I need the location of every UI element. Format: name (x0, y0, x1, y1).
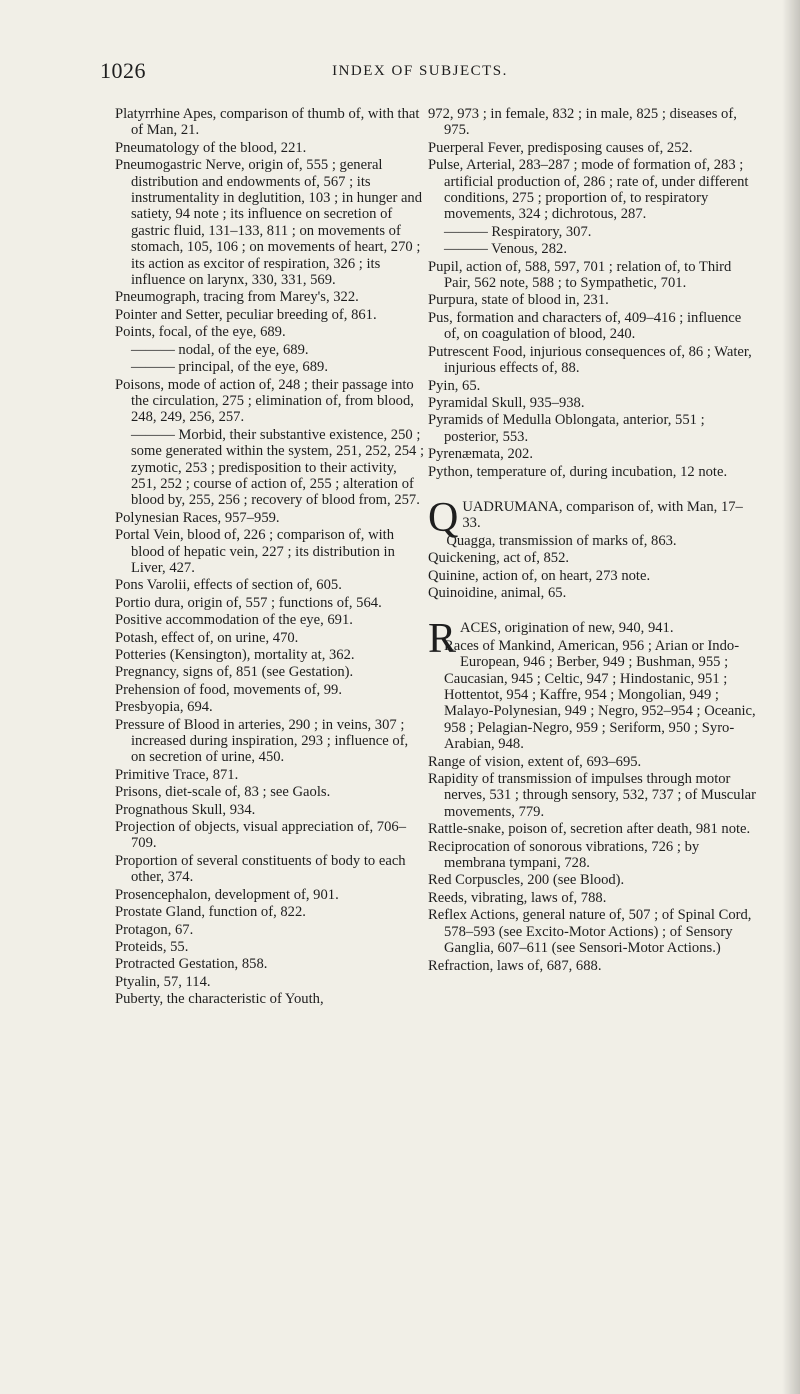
index-entry: ——— Respiratory, 307. (444, 223, 592, 240)
index-entry: Prosencephalon, development of, 901. (115, 886, 339, 903)
index-entry: Putrescent Food, injurious consequences of, 86 ; Water, injurious effects of, 88. (428, 343, 752, 377)
index-entry: Presbyopia, 694. (115, 699, 213, 716)
index-entry: Positive accommodation of the eye, 691. (115, 612, 353, 629)
index-entry: 972, 973 ; in female, 832 ; in male, 825 ; diseases of, 975. (428, 106, 737, 139)
index-entry: Pregnancy, signs of, 851 (see Gestation). (115, 664, 354, 681)
index-entry: Rapidity of transmission of impulses through motor nerves, 531 ; through sensory, 532, 737 ; of Muscular movements, 779. (428, 771, 756, 820)
index-entry: Poisons, mode of action of, 248 ; their passage into the circulation, 275 ; elimination of, from blood, 248, 249, 256, 257. (115, 376, 414, 426)
index-entry: ——— Morbid, their substantive existence, 250 ; some generated within the system, 251, 252, 254 ; zymotic, 253 ; predisposition to their activity, 251, 252 ; course of action of, 255 ; alteration of blood by, 255, 256 ; recovery of blood from, 257. (131, 426, 425, 509)
page-edge-shadow (782, 0, 800, 1394)
running-title: INDEX OF SUBJECTS. (332, 63, 508, 79)
page-header (100, 58, 740, 82)
index-entry: Pyramidal Skull, 935–938. (428, 394, 585, 411)
index-entry: Puerperal Fever, predisposing causes of, 252. (428, 139, 693, 156)
index-entry: Primitive Trace, 871. (115, 766, 239, 783)
index-entry: Projection of objects, visual appreciation of, 706–709. (115, 819, 406, 852)
index-entry: Quagga, transmission of marks of, 863. (446, 532, 677, 549)
index-entry: ACES, origination of new, 940, 941. (460, 620, 674, 637)
index-entry: Pressure of Blood in arteries, 290 ; in veins, 307 ; increased during inspiration, 293 ; influence of, on secretion of urine, 450. (115, 716, 409, 766)
index-entry: Platyrrhine Apes, comparison of thumb of, with that of Man, 21. (115, 106, 420, 139)
index-entry: Reflex Actions, general nature of, 507 ; of Spinal Cord, 578–593 (see Excito-Motor Actions) ; of Sensory Ganglia, 607–611 (see Sensori-Motor Actions.) (428, 907, 752, 957)
index-entry: Pneumograph, tracing from Marey's, 322. (115, 289, 359, 306)
section-gap (428, 481, 760, 499)
index-entry: Range of vision, extent of, 693–695. (428, 753, 642, 770)
dropcap-q: Q (428, 494, 459, 541)
section-gap (428, 602, 760, 620)
index-entry: Portal Vein, blood of, 226 ; comparison of, with blood of hepatic vein, 227 ; its distribution in Liver, 427. (115, 527, 395, 576)
index-entry: Protracted Gestation, 858. (115, 956, 268, 973)
index-entry: ——— nodal, of the eye, 689. (131, 341, 309, 358)
dropcap-r: R (428, 616, 457, 663)
index-entry: Reeds, vibrating, laws of, 788. (428, 889, 607, 906)
index-entry: Potash, effect of, on urine, 470. (115, 629, 299, 646)
entries-letter-p-continued (428, 106, 760, 480)
index-entry: Quickening, act of, 852. (428, 550, 570, 567)
index-column-right (428, 106, 760, 975)
index-entry: Prostate Gland, function of, 822. (115, 904, 306, 921)
index-entry: UADRUMANA, comparison of, with Man, 17–33. (462, 498, 743, 532)
index-entry: Pyramids of Medulla Oblongata, anterior, 551 ; posterior, 553. (428, 412, 705, 445)
index-entry: Pulse, Arterial, 283–287 ; mode of formation of, 283 ; artificial production of, 286 ; rate of, under different conditions, 275 ; proportion of, to respiratory movements, 324 ; dichrotous, 287. (428, 157, 749, 223)
index-entry: Pointer and Setter, peculiar breeding of, 861. (115, 306, 377, 323)
index-entry: Prognathous Skull, 934. (115, 801, 256, 818)
index-entry: Proportion of several constituents of body to each other, 374. (115, 852, 406, 886)
index-entry: Ptyalin, 57, 114. (115, 973, 211, 990)
section-letter-q (428, 494, 760, 601)
index-entry: Pyin, 65. (428, 377, 481, 394)
index-entry: Purpura, state of blood in, 231. (428, 292, 609, 309)
index-entry: Protagon, 67. (115, 921, 194, 938)
index-entry: Rattle-snake, poison of, secretion after death, 981 note. (428, 821, 751, 838)
index-entry: Pneumogastric Nerve, origin of, 555 ; general distribution and endowments of, 567 ; its instrumentality in deglutition, 103 ; in hunger and satiety, 94 note ; its influence on secretion of gastric fluid, 131–133, 811 ; on movements of stomach, 105, 106 ; on movements of heart, 270 ; its action as excitor of respiration, 326 ; its influence on larynx, 330, 331, 569. (115, 157, 423, 289)
index-entry: Points, focal, of the eye, 689. (115, 324, 286, 341)
index-column-left (115, 106, 425, 1009)
index-entry: Portio dura, origin of, 557 ; functions of, 564. (115, 594, 382, 611)
index-entry: Red Corpuscles, 200 (see Blood). (428, 872, 625, 889)
index-entry: Prisons, diet-scale of, 83 ; see Gaols. (115, 784, 331, 801)
index-entry: Refraction, laws of, 687, 688. (428, 957, 602, 974)
index-entry: Reciprocation of sonorous vibrations, 726 ; by membrana tympani, 728. (428, 838, 700, 872)
index-entry: Quinoidine, animal, 65. (428, 584, 567, 601)
index-entry: Python, temperature of, during incubation, 12 note. (428, 463, 728, 480)
index-entry: Pyrenæmata, 202. (428, 446, 533, 463)
index-entry: ——— Venous, 282. (444, 241, 567, 258)
index-entry: Pupil, action of, 588, 597, 701 ; relation of, to Third Pair, 562 note, 588 ; to Sympathetic, 701. (428, 258, 732, 292)
index-entry: Polynesian Races, 957–959. (115, 509, 280, 526)
index-entry: Pons Varolii, effects of section of, 605. (115, 577, 342, 594)
index-entry: ——— principal, of the eye, 689. (131, 359, 328, 376)
index-entry: Prehension of food, movements of, 99. (115, 681, 342, 698)
index-entry: Potteries (Kensington), mortality at, 362. (115, 647, 355, 663)
index-entry: Pneumatology of the blood, 221. (115, 139, 307, 156)
index-entry: Proteids, 55. (115, 938, 189, 955)
page-number: 1026 (100, 58, 146, 83)
section-letter-r (428, 616, 760, 974)
index-entry: Pus, formation and characters of, 409–416 ; influence of, on coagulation of blood, 240. (428, 309, 742, 343)
index-entry: Puberty, the characteristic of Youth, (115, 991, 324, 1008)
index-entry: Quinine, action of, on heart, 273 note. (428, 567, 651, 584)
index-entry: Races of Mankind, American, 956 ; Arian or Indo-European, 946 ; Berber, 949 ; Bushman, 955 ; Caucasian, 945 ; Celtic, 947 ; Hindostanic, 951 ; Hottentot, 954 ; Kaffre, 954 ; Mongolian, 949 ; Malayo-Polynesian, 949 ; Negro, 952–954 ; Oceanic, 958 ; Pelagian-Negro, 959 ; Seriform, 950 ; Syro-Arabian, 948. (444, 637, 756, 753)
